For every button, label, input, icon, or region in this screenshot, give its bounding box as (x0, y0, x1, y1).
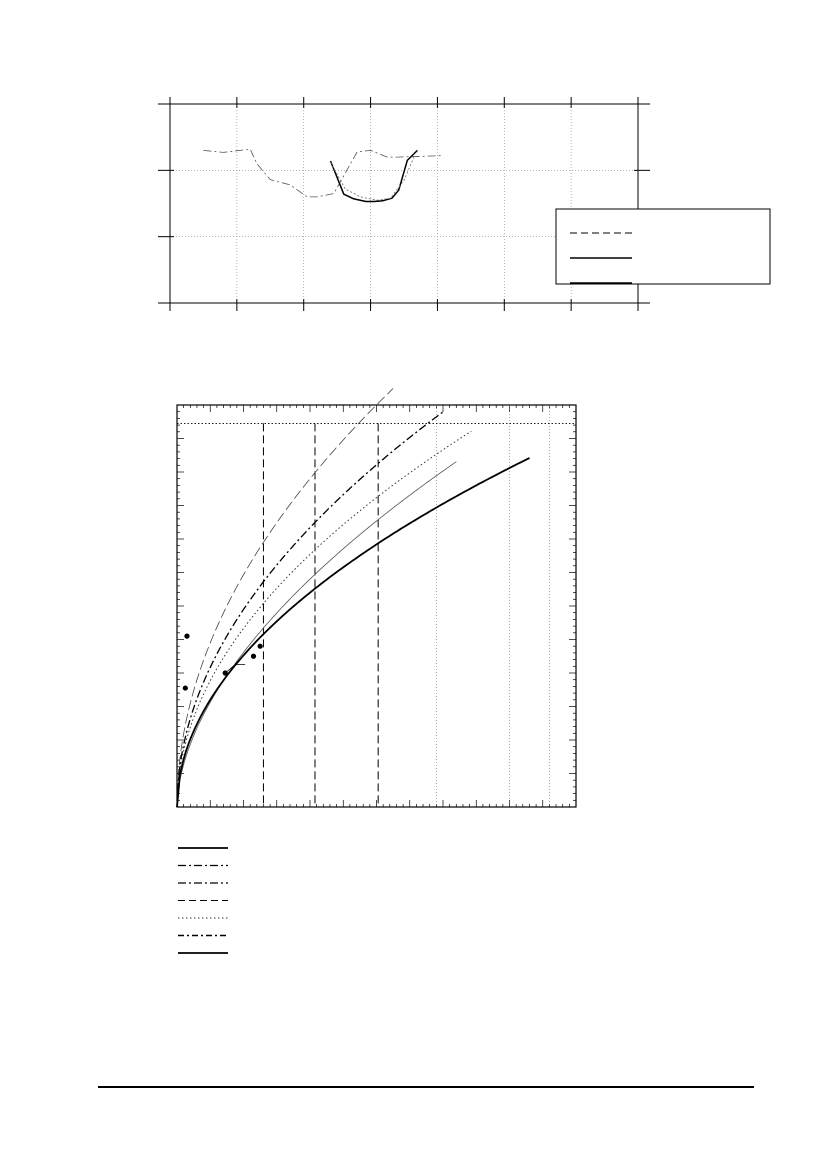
bottom-data-point (183, 685, 188, 690)
bottom-series-curve-2 (177, 412, 443, 807)
bottom-data-point (251, 654, 256, 659)
top-series-line-1 (203, 149, 440, 197)
bottom-data-point (258, 644, 263, 649)
bottom-series-curve-1 (177, 389, 393, 808)
bottom-chart (177, 389, 576, 808)
top-chart (158, 97, 770, 311)
bottom-data-point (184, 634, 189, 639)
bottom-series-curve-4 (177, 431, 471, 807)
bottom-legend (178, 848, 228, 953)
top-legend-box (556, 209, 770, 284)
bottom-series-curve-5 (177, 458, 530, 807)
bottom-series-curve-3 (177, 462, 456, 807)
footer-rule (98, 1086, 754, 1088)
